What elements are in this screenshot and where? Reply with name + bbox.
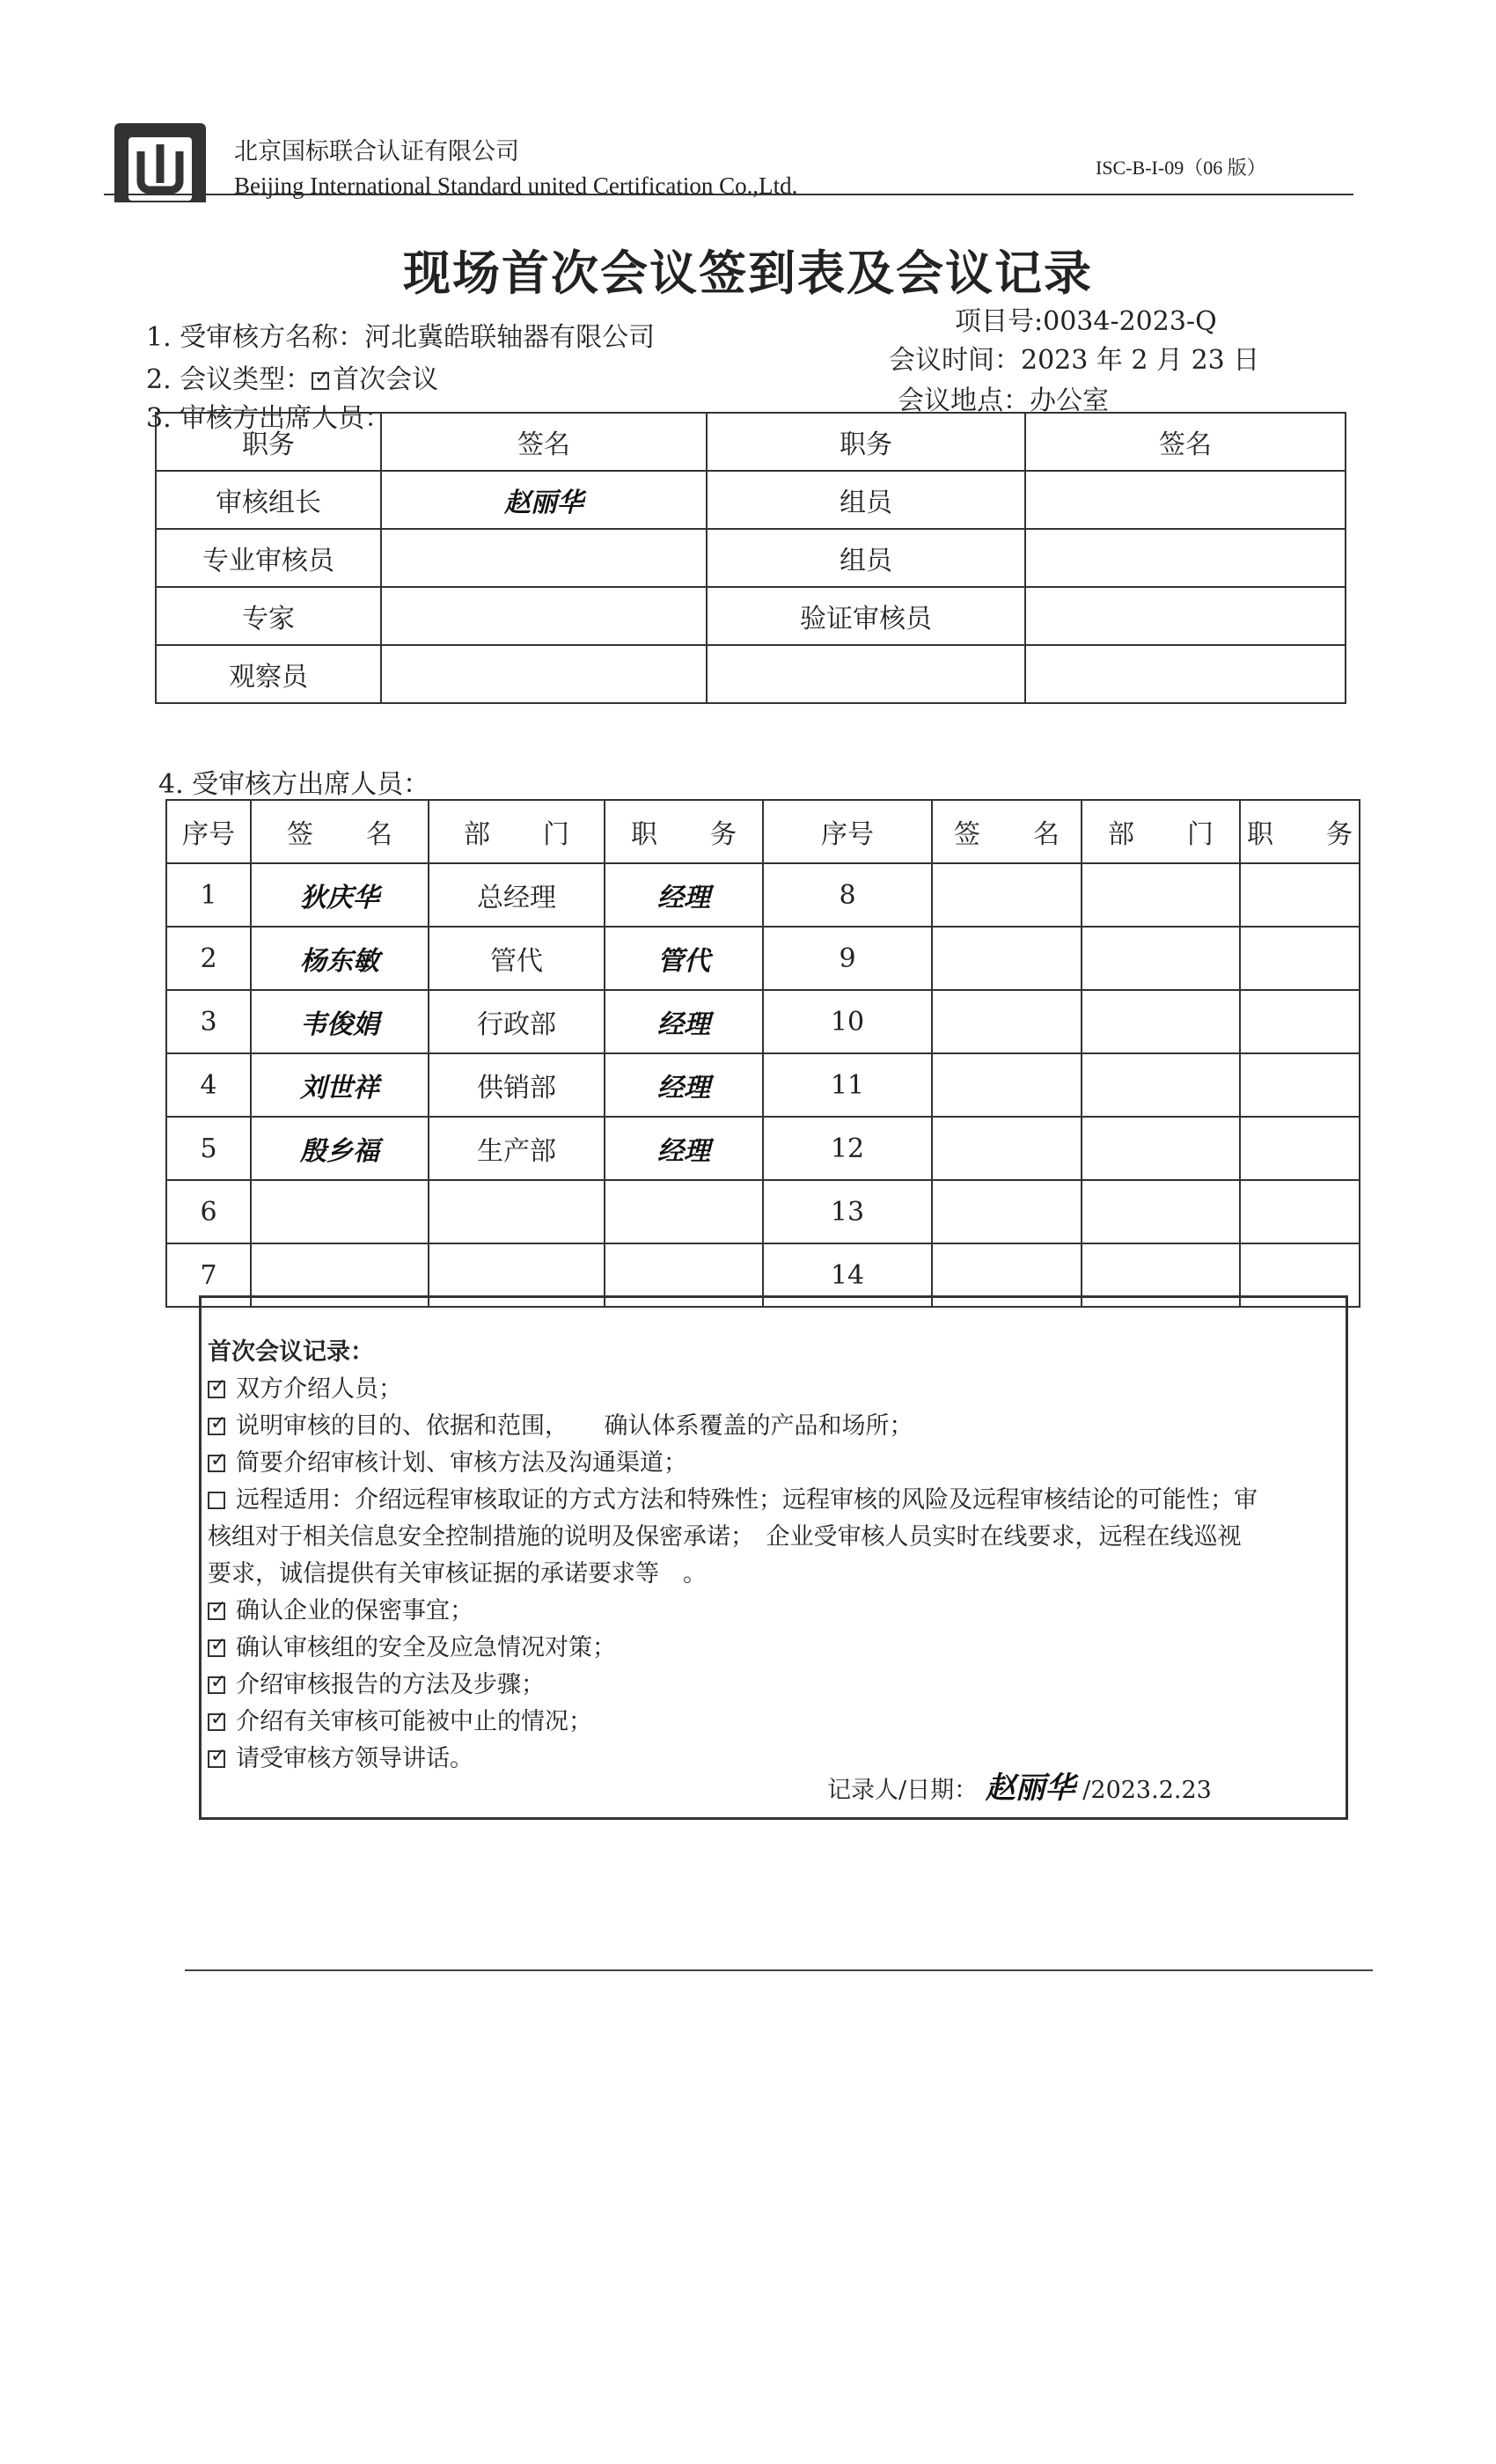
header-cell: 部 门 bbox=[1082, 800, 1240, 863]
signature-cell bbox=[1025, 587, 1346, 645]
table-row bbox=[166, 1180, 1360, 1243]
note-checkbox[interactable] bbox=[208, 1492, 225, 1509]
table-row bbox=[156, 645, 1346, 703]
position-cell bbox=[605, 1180, 763, 1243]
isc-logo-icon bbox=[113, 121, 208, 216]
header-cell: 签名 bbox=[381, 413, 707, 471]
row-number: 1 bbox=[166, 863, 251, 927]
note-text: 请受审核方领导讲话。 bbox=[236, 1745, 473, 1772]
note-checkbox[interactable] bbox=[208, 1676, 225, 1694]
recorder-line bbox=[827, 1764, 1212, 1807]
note-continuation: 核组对于相关信息安全控制措施的说明及保密承诺； 企业受审核人员实时在线要求，远程在线巡视 bbox=[208, 1523, 1242, 1551]
meeting-place: 会议地点：办公室 bbox=[898, 385, 1109, 416]
header-cell: 序号 bbox=[763, 800, 932, 863]
row-number: 9 bbox=[763, 927, 932, 990]
position-cell: 经理 bbox=[605, 1053, 763, 1117]
signature-cell bbox=[932, 927, 1082, 990]
table-row bbox=[166, 1117, 1360, 1180]
position-cell bbox=[1240, 863, 1360, 927]
position-cell bbox=[1240, 927, 1360, 990]
note-checkbox[interactable] bbox=[208, 1418, 225, 1435]
note-checkbox[interactable] bbox=[208, 1639, 225, 1657]
row-number: 12 bbox=[763, 1117, 932, 1180]
table-header-row bbox=[156, 413, 1346, 471]
signature-cell bbox=[1025, 471, 1346, 529]
header-cell: 职 务 bbox=[1240, 800, 1360, 863]
table-row bbox=[166, 990, 1360, 1053]
position-cell bbox=[1240, 990, 1360, 1053]
position-cell: 经理 bbox=[605, 1117, 763, 1180]
row-number: 14 bbox=[763, 1243, 932, 1307]
note-checkbox[interactable] bbox=[208, 1750, 225, 1768]
note-item bbox=[208, 1591, 473, 1625]
department-cell bbox=[1082, 1117, 1240, 1180]
meeting-type-checkbox[interactable] bbox=[312, 372, 329, 390]
position-cell: 经理 bbox=[605, 863, 763, 927]
position-cell: 经理 bbox=[605, 990, 763, 1053]
note-item bbox=[208, 1443, 687, 1478]
auditor-section-label: 3. 审核方出席人员： bbox=[146, 403, 392, 434]
header-cell: 职务 bbox=[707, 413, 1025, 471]
note-item bbox=[208, 1369, 402, 1404]
signature-cell bbox=[1025, 529, 1346, 587]
department-cell bbox=[1082, 990, 1240, 1053]
signature-cell bbox=[932, 1117, 1082, 1180]
header-cell: 签 名 bbox=[251, 800, 429, 863]
role-cell: 专家 bbox=[156, 587, 381, 645]
signature-cell bbox=[251, 1180, 429, 1243]
header-cell: 部 门 bbox=[429, 800, 605, 863]
meeting-notes-title: 首次会议记录： bbox=[208, 1338, 374, 1366]
role-cell: 组员 bbox=[707, 529, 1025, 587]
department-cell: 生产部 bbox=[429, 1117, 605, 1180]
org-name-cn: 北京国标联合认证有限公司 bbox=[234, 138, 519, 165]
recorder-label: 记录人/日期： bbox=[827, 1777, 979, 1804]
document-code: ISC-B-I-09（06 版） bbox=[1096, 157, 1266, 179]
note-checkbox[interactable] bbox=[208, 1381, 225, 1398]
department-cell bbox=[1082, 927, 1240, 990]
org-name-en: Beijing International Standard united Certification Co.,Ltd. bbox=[234, 172, 798, 199]
row-number: 5 bbox=[166, 1117, 251, 1180]
meeting-type-row bbox=[146, 357, 438, 396]
audited-party: 1. 受审核方名称：河北冀皓联轴器有限公司 bbox=[146, 322, 656, 353]
row-number: 3 bbox=[166, 990, 251, 1053]
signature-cell bbox=[381, 529, 707, 587]
meeting-type-value: 首次会议 bbox=[333, 364, 439, 395]
signature-cell: 殷乡福 bbox=[251, 1117, 429, 1180]
note-item bbox=[208, 1406, 913, 1441]
recorder-signature: 赵丽华 bbox=[985, 1771, 1075, 1806]
header-cell: 签名 bbox=[1025, 413, 1346, 471]
row-number: 2 bbox=[166, 927, 251, 990]
table-row bbox=[166, 1053, 1360, 1117]
note-text: 介绍有关审核可能被中止的情况； bbox=[236, 1708, 592, 1735]
note-text: 介绍审核报告的方法及步骤； bbox=[236, 1671, 545, 1698]
table-row bbox=[156, 529, 1346, 587]
signature-cell bbox=[381, 587, 707, 645]
signature-cell bbox=[1025, 645, 1346, 703]
row-number: 13 bbox=[763, 1180, 932, 1243]
signature-cell bbox=[381, 645, 707, 703]
role-cell: 观察员 bbox=[156, 645, 381, 703]
note-text: 简要介绍审核计划、审核方法及沟通渠道； bbox=[236, 1449, 687, 1477]
note-item bbox=[208, 1702, 592, 1736]
note-checkbox[interactable] bbox=[208, 1455, 225, 1472]
row-number: 4 bbox=[166, 1053, 251, 1117]
note-text: 确认企业的保密事宜； bbox=[236, 1597, 473, 1624]
recorder-date: /2023.2.23 bbox=[1082, 1777, 1212, 1804]
note-checkbox[interactable] bbox=[208, 1602, 225, 1620]
table-header-row bbox=[166, 800, 1360, 863]
note-item bbox=[208, 1665, 545, 1699]
table-row bbox=[166, 927, 1360, 990]
signature-cell bbox=[932, 990, 1082, 1053]
note-text: 确认审核组的安全及应急情况对策； bbox=[236, 1634, 616, 1661]
header-cell: 职务 bbox=[156, 413, 381, 471]
table-row bbox=[156, 471, 1346, 529]
note-item bbox=[208, 1739, 473, 1773]
footer-divider bbox=[185, 1969, 1373, 1971]
department-cell: 供销部 bbox=[429, 1053, 605, 1117]
position-cell bbox=[1240, 1180, 1360, 1243]
meeting-type-label: 2. 会议类型： bbox=[146, 364, 312, 395]
auditee-attendance-table bbox=[165, 799, 1360, 1308]
note-item bbox=[208, 1628, 616, 1662]
signature-cell: 刘世祥 bbox=[251, 1053, 429, 1117]
note-text: 双方介绍人员； bbox=[236, 1375, 402, 1403]
role-cell: 审核组长 bbox=[156, 471, 381, 529]
role-cell: 组员 bbox=[707, 471, 1025, 529]
signature-cell: 狄庆华 bbox=[251, 863, 429, 927]
signature-cell: 赵丽华 bbox=[381, 471, 707, 529]
table-row bbox=[156, 587, 1346, 645]
auditee-section-label: 4. 受审核方出席人员： bbox=[158, 769, 430, 800]
auditor-attendance-table bbox=[155, 412, 1346, 704]
position-cell: 管代 bbox=[605, 927, 763, 990]
department-cell: 管代 bbox=[429, 927, 605, 990]
row-number: 6 bbox=[166, 1180, 251, 1243]
department-cell: 行政部 bbox=[429, 990, 605, 1053]
department-cell: 总经理 bbox=[429, 863, 605, 927]
header-divider bbox=[104, 194, 1353, 195]
table-row bbox=[166, 863, 1360, 927]
position-cell bbox=[1240, 1117, 1360, 1180]
role-cell: 验证审核员 bbox=[707, 587, 1025, 645]
role-cell bbox=[707, 645, 1025, 703]
project-number: 项目号:0034-2023-Q bbox=[955, 306, 1217, 337]
note-text: 远程适用：介绍远程审核取证的方式方法和特殊性；远程审核的风险及远程审核结论的可能性；审 bbox=[236, 1486, 1258, 1514]
signature-cell bbox=[932, 1053, 1082, 1117]
department-cell bbox=[1082, 1053, 1240, 1117]
row-number: 7 bbox=[166, 1243, 251, 1307]
note-item bbox=[208, 1480, 1258, 1514]
department-cell bbox=[1082, 1180, 1240, 1243]
page-title: 现场首次会议签到表及会议记录 bbox=[403, 245, 1093, 301]
header-cell: 序号 bbox=[166, 800, 251, 863]
department-cell bbox=[429, 1180, 605, 1243]
note-continuation: 要求，诚信提供有关审核证据的承诺要求等 。 bbox=[208, 1560, 707, 1588]
signature-cell: 韦俊娟 bbox=[251, 990, 429, 1053]
header-cell: 职 务 bbox=[605, 800, 763, 863]
role-cell: 专业审核员 bbox=[156, 529, 381, 587]
meeting-time: 会议时间：2023 年 2 月 23 日 bbox=[889, 345, 1260, 376]
signature-cell bbox=[932, 863, 1082, 927]
signature-cell: 杨东敏 bbox=[251, 927, 429, 990]
note-text: 说明审核的目的、依据和范围， 确认体系覆盖的产品和场所； bbox=[236, 1412, 913, 1440]
header-cell: 签 名 bbox=[932, 800, 1082, 863]
row-number: 8 bbox=[763, 863, 932, 927]
signature-cell bbox=[932, 1180, 1082, 1243]
row-number: 11 bbox=[763, 1053, 932, 1117]
department-cell bbox=[1082, 863, 1240, 927]
position-cell bbox=[1240, 1053, 1360, 1117]
note-checkbox[interactable] bbox=[208, 1713, 225, 1731]
row-number: 10 bbox=[763, 990, 932, 1053]
